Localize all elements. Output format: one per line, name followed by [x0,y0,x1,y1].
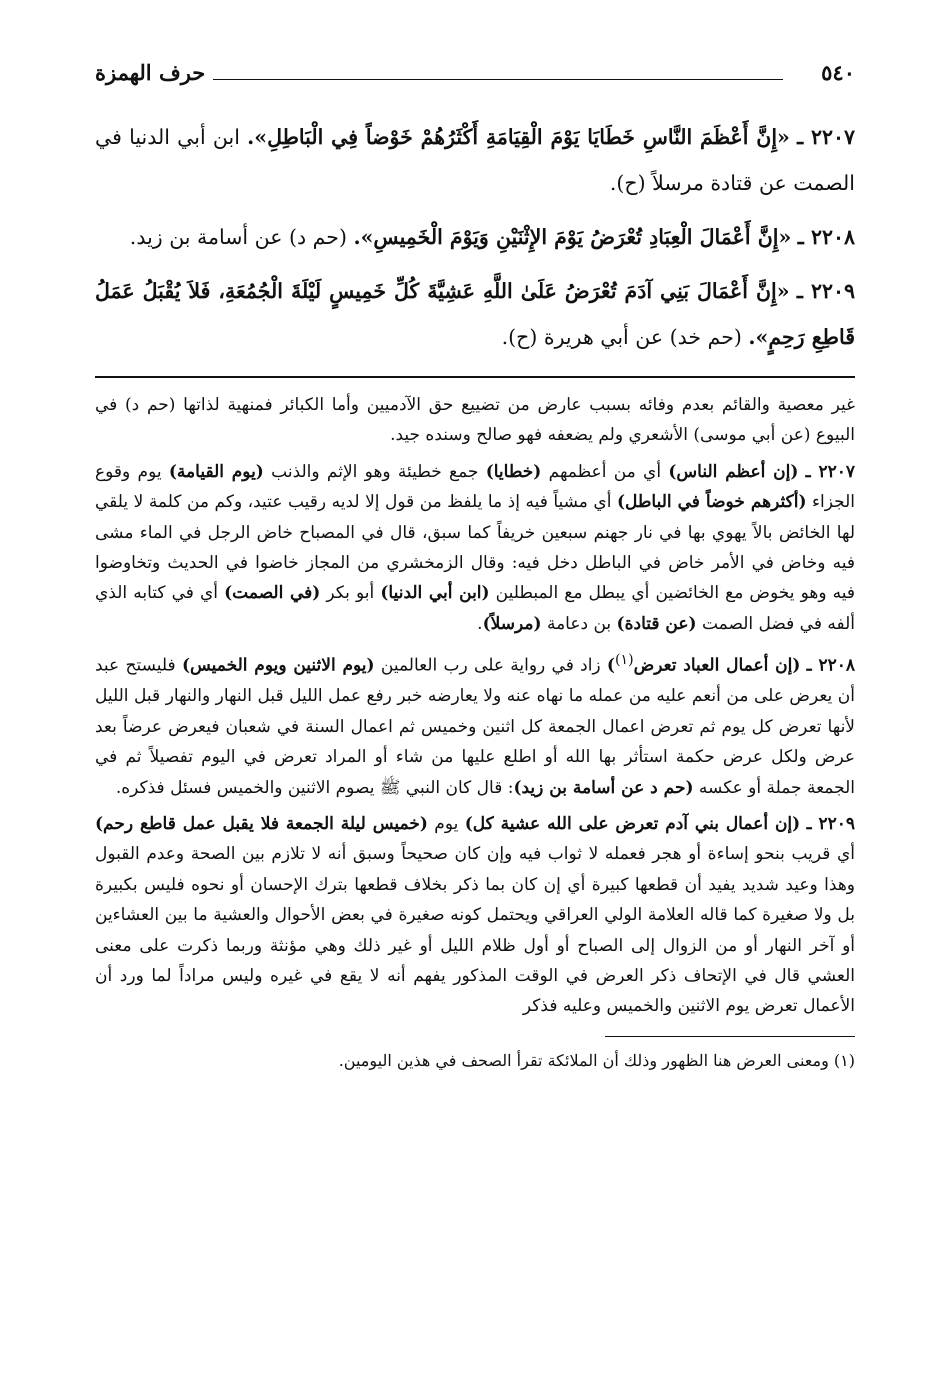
page-header [95,60,855,94]
hadith-source: (حم خد) عن أبي هريرة (ح). [501,325,742,349]
explanation-text: : قال كان النبي ﷺ يصوم الاثنين والخميس فسئل فذكره. [115,777,514,798]
page-number: ٥٤٠ [821,60,855,85]
quoted-phrase: (خميس ليلة الجمعة فلا يقبل عمل قاطع رحم) [95,813,428,834]
quoted-phrase: (أكثرهم خوضاً في الباطل) [616,492,807,513]
footnote-divider [605,1036,855,1037]
explanation-text: أي مشياً فيه إذ ما يلفظ من قول إلا لديه رقيب عتيد، وكم من كلمة لا يلقي لها الخائض بالاً يهوي بها في نار جهنم سبعين خريفاً كما سبق، قال في المصباح خاض الرجل في الماء مشى فيه وخاض في الأمر خاض في الباطل دخل فيه: وقال الزمخشري من المجاز خاضوا في الحديث وتخاوضوا فيه وهو يخوض مع الخائضين أي يبطل مع المبطلين [95,492,856,604]
quoted-phrase: (يوم القيامة) [168,461,264,482]
hadith-matn: «إِنَّ أَعْمَالَ الْعِبَادِ تُعْرَضُ يَوْمَ الإِثْنَيْنِ وَيَوْمَ الْخَمِيسِ». [353,225,792,249]
hadith-2208 [95,214,855,260]
quoted-phrase: ) [606,655,615,676]
quoted-phrase: (يوم الاثنين ويوم الخميس) [181,655,375,676]
hadith-2207 [95,114,855,206]
explanation-text: أي في كتابه الذي ألفه في فضل الصمت [95,583,855,634]
commentary-number: ٢٢٠٩ ـ [806,813,855,834]
explanation-text: . [477,613,483,634]
quoted-phrase: (ابن أبي الدنيا) [380,583,490,604]
intro-text: غير معصية والقائم بعدم وفائه بسبب عارض من تضييع حق الآدميين وأما الكبائر فمنهية لذاتها (حم د) في البيوع (عن أبي موسى) الأشعري ولم يضعفه فهو صالح وسنده جيد. [95,395,855,446]
header-rule [213,79,783,80]
commentary-intro [95,390,855,451]
explanation-text: يوم وقوع الجزاء [95,461,855,513]
explanation-text: يوم [427,813,465,834]
hadith-matn: «إِنَّ أَعْظَمَ النَّاسِ خَطَايَا يَوْمَ الْقِيَامَةِ أَكْثَرُهُمْ خَوْضاً فِي الْبَاطِلِ». [247,125,790,149]
hadith-source: ابن أبي الدنيا في الصمت عن قتادة مرسلاً (ح). [95,125,855,195]
book-page [95,60,855,1350]
explanation-text: بن دعامة [541,613,617,634]
commentary-2208 [95,645,855,803]
footnote-marker: (١) [614,652,634,669]
hadith-texts [95,114,855,360]
footnote: (١) ومعنى العرض هنا الظهور وذلك أن الملائكة تقرأ الصحف في هذين اليومين. [338,1050,855,1070]
explanation-text: جمع خطيئة وهو الإثم والذنب [263,461,486,482]
quoted-phrase: (حم د عن أسامة بن زيد) [513,777,694,798]
explanation-text: فليستح عبد أن يعرض على من أنعم عليه من عمله ما نهاه عنه ولا يعارضه خبر رفع عمل الليل قبل النهار والنهار قبل الليل لأنها تعرض كل يوم ثم تعرض اعمال الجمعة كل اثنين وخميس ثم اعمال السنة في شعبان فيعرض عرضاً بعد عرض ولكل عرض حكمة استأثر بها الله أو اطلع عليها من شاء أو المراد تعرض في اليوم تفصيلاً ثم في الجمعة جملة أو عكسه [95,655,855,798]
explanation-text: زاد في رواية على رب العالمين [374,655,607,676]
hadith-2209 [95,268,855,360]
quoted-phrase: (إن أعمال بني آدم تعرض على الله عشية كل) [464,813,801,834]
hadith-number: ٢٢٠٩ ـ [796,279,855,303]
quoted-phrase: (في الصمت) [224,583,321,604]
quoted-phrase: (مرسلاً) [482,613,542,634]
commentary-number: ٢٢٠٨ ـ [806,655,855,676]
quoted-phrase: (إن أعظم الناس) [668,461,799,482]
explanation-text: أبو بكر [320,583,381,604]
hadith-matn: «إِنَّ أَعْمَالَ بَنِي آدَمَ تُعْرَضُ عَلَىٰ اللَّهِ عَشِيَّةَ كُلِّ خَمِيسٍ لَيْلَةَ الْجُمُعَةِ، فَلاَ يُقْبَلُ عَمَلُ قَاطِعِ رَحِمٍ». [95,279,855,349]
quoted-phrase: (عن قتادة) [616,613,697,634]
hadith-number: ٢٢٠٨ ـ [797,225,855,249]
hadith-number: ٢٢٠٧ ـ [797,125,855,149]
explanation-text: أي من أعظمهم [541,461,669,482]
commentary [95,390,855,1022]
section-divider [95,376,855,378]
quoted-phrase: (إن أعمال العباد تعرض [633,655,801,676]
explanation-text: أي قريب بنحو إساءة أو هجر فعمله لا ثواب فيه وإن كان صحيحاً وسبق أنه لا تلازم بين الصحة وعدم القبول وهذا وعيد شديد يفيد أن قطعها كبيرة أي إن كان بما ذكر بخلاف قطعها بترك الإحسان أو نحوه فليس بكبيرة بل ولا صغيرة كما قاله العلامة الولي العراقي ويحتمل كونه صغيرة في بعض الأحوال والعشية ما بين العشاءين أو آخر النهار أو من الزوال إلى الصباح أو أول ظلام الليل أو غير ذلك وهي مؤنثة وربما ذكرت على معنى العشي قال في الإتحاف ذكر العرض في الوقت المذكور يفهم أنه لا يقع في غيره وليس مراداً لما ورد أن الأعمال تعرض يوم الاثنين والخميس وعليه فذكر [95,844,855,1017]
commentary-2207 [95,457,855,639]
hadith-source: (حم د) عن أسامة بن زيد. [129,225,347,249]
commentary-2209 [95,809,855,1022]
quoted-phrase: (خطايا) [485,461,542,482]
commentary-number: ٢٢٠٧ ـ [805,461,855,482]
chapter-title: حرف الهمزة [95,60,206,85]
